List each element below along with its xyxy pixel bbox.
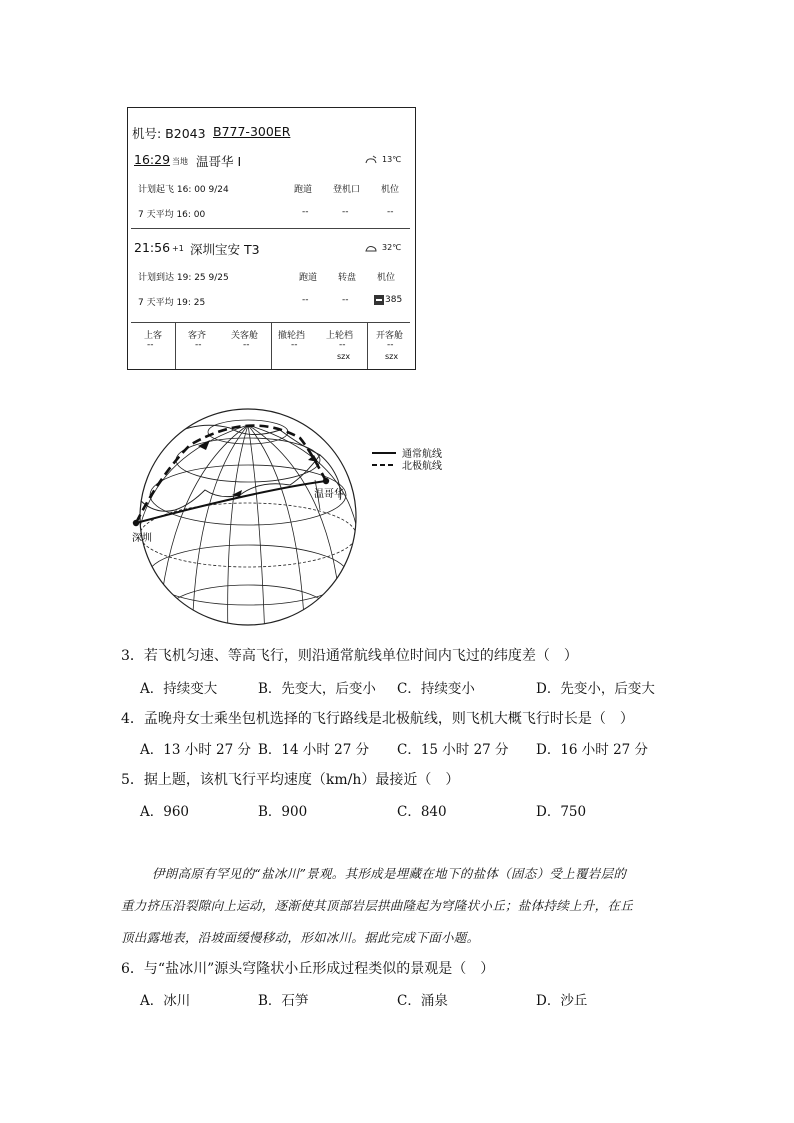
divider <box>131 228 410 229</box>
question-4: 4．孟晚舟女士乘坐包机选择的飞行路线是北极航线，则飞机大概飞行时长是（ ） <box>121 711 634 727</box>
passage-line-3: 顶出露地表，沿坡面缓慢移动，形如冰川。据此完成下面小题。 <box>121 930 480 945</box>
dep-val-stand: -- <box>387 207 394 217</box>
q5-option-a: A．960 <box>140 804 190 820</box>
q3-option-c: C．持续变小 <box>397 681 475 697</box>
q6-option-c: C．涌泉 <box>397 993 448 1009</box>
arr-val-runway: -- <box>302 295 309 305</box>
passage-line-1: 伊朗高原有罕见的“盐冰川”景观。其形成是埋藏在地下的盐体（固态）受上覆岩层的 <box>152 866 627 881</box>
dep-col-stand: 机位 <box>381 185 400 195</box>
arr-val-carousel: -- <box>342 295 349 305</box>
q3-option-b: B．先变大，后变小 <box>258 681 376 697</box>
polar-route <box>136 426 326 523</box>
q6-option-a: A．冰川 <box>140 993 191 1009</box>
q5-option-b: B．900 <box>258 804 308 820</box>
flight-info-card <box>127 107 416 370</box>
arrival-city: 深圳宝安 T3 <box>190 242 260 257</box>
local-label: 当地 <box>172 157 188 166</box>
q4-option-b: B．14 小时 27 分 <box>258 742 370 758</box>
passage-line-2: 重力挤压沿裂隙向上运动，逐渐使其顶部岩层拱曲隆起为穹隆状小丘；盐体持续上升，在丘 <box>121 898 634 913</box>
status-door-open: 开客舱 <box>376 331 404 341</box>
avg-arrival: 7 天平均 19: 25 <box>138 298 206 308</box>
arrival-temp: 32℃ <box>382 243 402 252</box>
status-sub: szx <box>385 352 399 361</box>
status-chocks-on: 上轮档 <box>326 331 354 341</box>
q5-option-c: C．840 <box>397 804 447 820</box>
status-door-closed: 关客舱 <box>231 331 259 341</box>
arrival-time: 21:56 <box>134 240 171 255</box>
globe-outline <box>140 409 356 625</box>
avg-departure: 7 天平均 16: 00 <box>138 210 206 220</box>
dep-val-runway: -- <box>302 207 309 217</box>
status-value: -- <box>291 340 298 350</box>
status-sub: szx <box>337 352 351 361</box>
status-value: -- <box>387 340 394 350</box>
shenzhen-dot <box>133 520 139 526</box>
status-value: -- <box>339 340 346 350</box>
question-6: 6．与“盐冰川”源头穹隆状小丘形成过程类似的景观是（ ） <box>121 961 495 977</box>
scheduled-arrival: 计划到达 19: 25 9/25 <box>138 273 229 283</box>
question-3: 3．若飞机匀速、等高飞行，则沿通常航线单位时间内飞过的纬度差（ ） <box>121 648 578 664</box>
arr-col-stand: 机位 <box>377 273 396 283</box>
flight-number: 机号: B2043 <box>132 126 206 141</box>
status-value: -- <box>243 340 250 350</box>
q4-option-d: D．16 小时 27 分 <box>536 742 649 758</box>
arr-col-runway: 跑道 <box>299 273 318 283</box>
status-all-aboard: 客齐 <box>188 331 207 341</box>
departure-temp: 13℃ <box>382 155 402 164</box>
q6-option-d: D．沙丘 <box>536 993 588 1009</box>
q3-option-a: A．持续变大 <box>140 681 218 697</box>
normal-route <box>136 481 326 523</box>
q4-option-a: A．13 小时 27 分 <box>140 742 251 758</box>
legend-normal: 通常航线 <box>402 449 442 460</box>
q6-option-b: B．石笋 <box>258 993 309 1009</box>
stand-icon <box>374 295 384 308</box>
status-value: -- <box>195 340 202 350</box>
departure-city: 温哥华 I <box>196 154 242 169</box>
label-shenzhen: 深圳 <box>132 533 152 544</box>
question-5: 5．据上题，该机飞行平均速度（km/h）最接近（ ） <box>121 772 460 788</box>
cloud-icon <box>364 155 378 167</box>
arrow-icon <box>198 440 210 450</box>
status-chocks-off: 撤轮挡 <box>278 331 306 341</box>
arr-col-carousel: 转盘 <box>338 273 357 283</box>
arrow-icon <box>308 455 318 462</box>
aircraft-type: B777-300ER <box>213 124 291 139</box>
vancouver-dot <box>323 478 329 484</box>
dep-val-gate: -- <box>342 207 349 217</box>
status-boarding: 上客 <box>144 331 163 341</box>
label-vancouver: 温哥华 <box>314 489 344 500</box>
dep-col-runway: 跑道 <box>294 185 313 195</box>
q5-option-d: D．750 <box>536 804 587 820</box>
scheduled-departure: 计划起飞 16: 00 9/24 <box>138 185 229 195</box>
divider <box>175 322 176 369</box>
divider <box>367 322 368 369</box>
q3-option-d: D．先变小，后变大 <box>536 681 655 697</box>
dep-col-gate: 登机口 <box>333 185 361 195</box>
q4-option-c: C．15 小时 27 分 <box>397 742 509 758</box>
departure-time: 16:29 <box>134 152 171 167</box>
legend-polar: 北极航线 <box>402 461 442 472</box>
globe-map <box>110 400 470 635</box>
status-value: -- <box>147 340 154 350</box>
cloud-icon <box>364 243 378 255</box>
divider <box>271 322 272 369</box>
next-day-label: +1 <box>172 244 184 253</box>
arr-val-stand: 385 <box>385 295 403 305</box>
